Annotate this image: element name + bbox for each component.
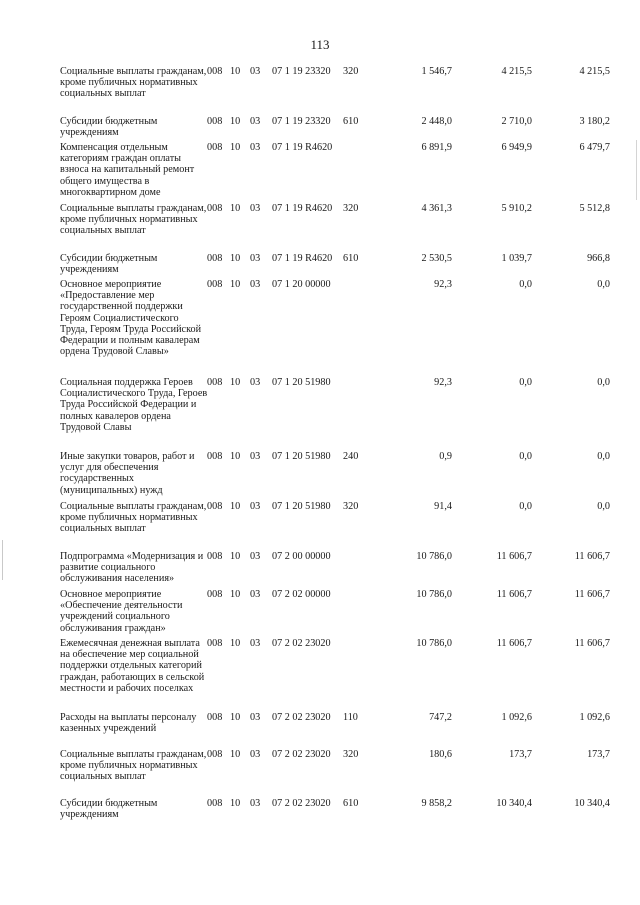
row-name: Подпрограмма «Модернизация и развитие социального обслуживания населения» [60, 551, 204, 585]
target-article-code: 07 1 20 51980 [272, 377, 331, 388]
amount-year-2: 0,0 [519, 451, 532, 462]
subsection-code: 03 [250, 712, 261, 723]
subsection-code: 03 [250, 377, 261, 388]
amount-year-2: 11 606,7 [496, 638, 532, 649]
row-name: Субсидии бюджетным учреждениям [60, 798, 158, 821]
target-article-code: 07 2 02 23020 [272, 749, 331, 760]
amount-year-3: 0,0 [597, 279, 610, 290]
ved-code: 008 [207, 589, 223, 600]
expense-type-code: 610 [343, 116, 359, 127]
section-code: 10 [230, 253, 241, 264]
subsection-code: 03 [250, 589, 261, 600]
expense-type-code: 320 [343, 749, 359, 760]
row-name: Основное мероприятие «Обеспечение деятельности учреждений социального обслуживания граждан» [60, 589, 183, 634]
row-name: Социальные выплаты гражданам, кроме публичных нормативных социальных выплат [60, 66, 207, 100]
amount-year-2: 173,7 [509, 749, 532, 760]
subsection-code: 03 [250, 116, 261, 127]
ved-code: 008 [207, 66, 223, 77]
section-code: 10 [230, 279, 241, 290]
target-article-code: 07 2 02 23020 [272, 712, 331, 723]
expense-type-code: 610 [343, 798, 359, 809]
target-article-code: 07 1 19 23320 [272, 116, 331, 127]
expense-type-code: 610 [343, 253, 359, 264]
amount-year-1: 1 546,7 [421, 66, 452, 77]
section-code: 10 [230, 712, 241, 723]
ved-code: 008 [207, 638, 223, 649]
amount-year-1: 9 858,2 [421, 798, 452, 809]
amount-year-2: 4 215,5 [501, 66, 532, 77]
subsection-code: 03 [250, 749, 261, 760]
amount-year-2: 10 340,4 [496, 798, 532, 809]
ved-code: 008 [207, 551, 223, 562]
ved-code: 008 [207, 116, 223, 127]
amount-year-1: 2 448,0 [421, 116, 452, 127]
amount-year-3: 5 512,8 [579, 203, 610, 214]
row-name: Социальные выплаты гражданам, кроме публичных нормативных социальных выплат [60, 203, 207, 237]
row-name: Компенсация отдельным категориям граждан оплаты взноса на капитальный ремонт общего имущества в многоквартирном доме [60, 142, 195, 198]
amount-year-3: 6 479,7 [579, 142, 610, 153]
target-article-code: 07 1 20 51980 [272, 451, 331, 462]
amount-year-2: 1 039,7 [501, 253, 532, 264]
expense-type-code: 110 [343, 712, 358, 723]
target-article-code: 07 1 19 23320 [272, 66, 331, 77]
row-name: Социальные выплаты гражданам, кроме публичных нормативных социальных выплат [60, 749, 207, 783]
section-code: 10 [230, 749, 241, 760]
target-article-code: 07 1 19 R4620 [272, 142, 333, 153]
target-article-code: 07 2 00 00000 [272, 551, 331, 562]
section-code: 10 [230, 551, 241, 562]
ved-code: 008 [207, 253, 223, 264]
ved-code: 008 [207, 501, 223, 512]
amount-year-2: 0,0 [519, 501, 532, 512]
amount-year-2: 6 949,9 [501, 142, 532, 153]
subsection-code: 03 [250, 142, 261, 153]
section-code: 10 [230, 589, 241, 600]
amount-year-2: 0,0 [519, 377, 532, 388]
amount-year-1: 10 786,0 [416, 589, 452, 600]
expense-type-code: 240 [343, 451, 359, 462]
amount-year-3: 966,8 [587, 253, 610, 264]
ved-code: 008 [207, 279, 223, 290]
row-name: Основное мероприятие «Предоставление мер государственной поддержки Героям Социалистического Труда, Героям Труда Российской Федерации и полным кавалерам ордена Трудовой Славы» [60, 279, 202, 358]
amount-year-3: 0,0 [597, 377, 610, 388]
section-code: 10 [230, 116, 241, 127]
target-article-code: 07 1 19 R4620 [272, 203, 333, 214]
row-name: Ежемесячная денежная выплата на обеспечение мер социальной поддержки отдельных категорий граждан, работающих в сельской местности и рабочих поселках [60, 638, 205, 694]
section-code: 10 [230, 377, 241, 388]
row-name: Расходы на выплаты персоналу казенных учреждений [60, 712, 197, 735]
subsection-code: 03 [250, 66, 261, 77]
subsection-code: 03 [250, 638, 261, 649]
subsection-code: 03 [250, 551, 261, 562]
amount-year-1: 2 530,5 [421, 253, 452, 264]
amount-year-2: 5 910,2 [501, 203, 532, 214]
amount-year-1: 92,3 [434, 377, 452, 388]
ved-code: 008 [207, 203, 223, 214]
target-article-code: 07 2 02 00000 [272, 589, 331, 600]
subsection-code: 03 [250, 253, 261, 264]
ved-code: 008 [207, 377, 223, 388]
section-code: 10 [230, 203, 241, 214]
page-number: 113 [310, 37, 330, 52]
amount-year-2: 0,0 [519, 279, 532, 290]
target-article-code: 07 2 02 23020 [272, 638, 331, 649]
amount-year-3: 0,0 [597, 501, 610, 512]
amount-year-1: 92,3 [434, 279, 452, 290]
section-code: 10 [230, 501, 241, 512]
amount-year-1: 6 891,9 [421, 142, 452, 153]
ved-code: 008 [207, 451, 223, 462]
amount-year-1: 4 361,3 [421, 203, 452, 214]
expense-type-code: 320 [343, 501, 359, 512]
amount-year-3: 3 180,2 [579, 116, 610, 127]
amount-year-3: 11 606,7 [574, 589, 610, 600]
subsection-code: 03 [250, 451, 261, 462]
amount-year-2: 11 606,7 [496, 551, 532, 562]
row-name: Иные закупки товаров, работ и услуг для обеспечения государственных (муниципальных) нужд [60, 451, 195, 496]
amount-year-1: 10 786,0 [416, 638, 452, 649]
ved-code: 008 [207, 749, 223, 760]
amount-year-3: 4 215,5 [579, 66, 610, 77]
section-code: 10 [230, 66, 241, 77]
amount-year-1: 180,6 [429, 749, 452, 760]
amount-year-2: 1 092,6 [501, 712, 532, 723]
subsection-code: 03 [250, 501, 261, 512]
amount-year-1: 91,4 [434, 501, 452, 512]
expense-type-code: 320 [343, 203, 359, 214]
section-code: 10 [230, 798, 241, 809]
subsection-code: 03 [250, 203, 261, 214]
amount-year-1: 0,9 [439, 451, 452, 462]
amount-year-3: 1 092,6 [579, 712, 610, 723]
row-name: Субсидии бюджетным учреждениям [60, 116, 158, 139]
section-code: 10 [230, 638, 241, 649]
expense-type-code: 320 [343, 66, 359, 77]
target-article-code: 07 1 20 51980 [272, 501, 331, 512]
section-code: 10 [230, 451, 241, 462]
subsection-code: 03 [250, 279, 261, 290]
row-name: Субсидии бюджетным учреждениям [60, 253, 158, 276]
amount-year-2: 2 710,0 [501, 116, 532, 127]
amount-year-3: 0,0 [597, 451, 610, 462]
ved-code: 008 [207, 798, 223, 809]
amount-year-2: 11 606,7 [496, 589, 532, 600]
amount-year-3: 11 606,7 [574, 638, 610, 649]
amount-year-3: 10 340,4 [574, 798, 610, 809]
target-article-code: 07 1 20 00000 [272, 279, 331, 290]
target-article-code: 07 1 19 R4620 [272, 253, 333, 264]
amount-year-3: 11 606,7 [574, 551, 610, 562]
row-name: Социальные выплаты гражданам, кроме публичных нормативных социальных выплат [60, 501, 207, 535]
amount-year-1: 10 786,0 [416, 551, 452, 562]
ved-code: 008 [207, 142, 223, 153]
amount-year-3: 173,7 [587, 749, 610, 760]
row-name: Социальная поддержка Героев Социалистического Труда, Героев Труда Российской Федерации и полных кавалеров ордена Трудовой Славы [60, 377, 208, 433]
ved-code: 008 [207, 712, 223, 723]
amount-year-1: 747,2 [429, 712, 452, 723]
target-article-code: 07 2 02 23020 [272, 798, 331, 809]
section-code: 10 [230, 142, 241, 153]
subsection-code: 03 [250, 798, 261, 809]
